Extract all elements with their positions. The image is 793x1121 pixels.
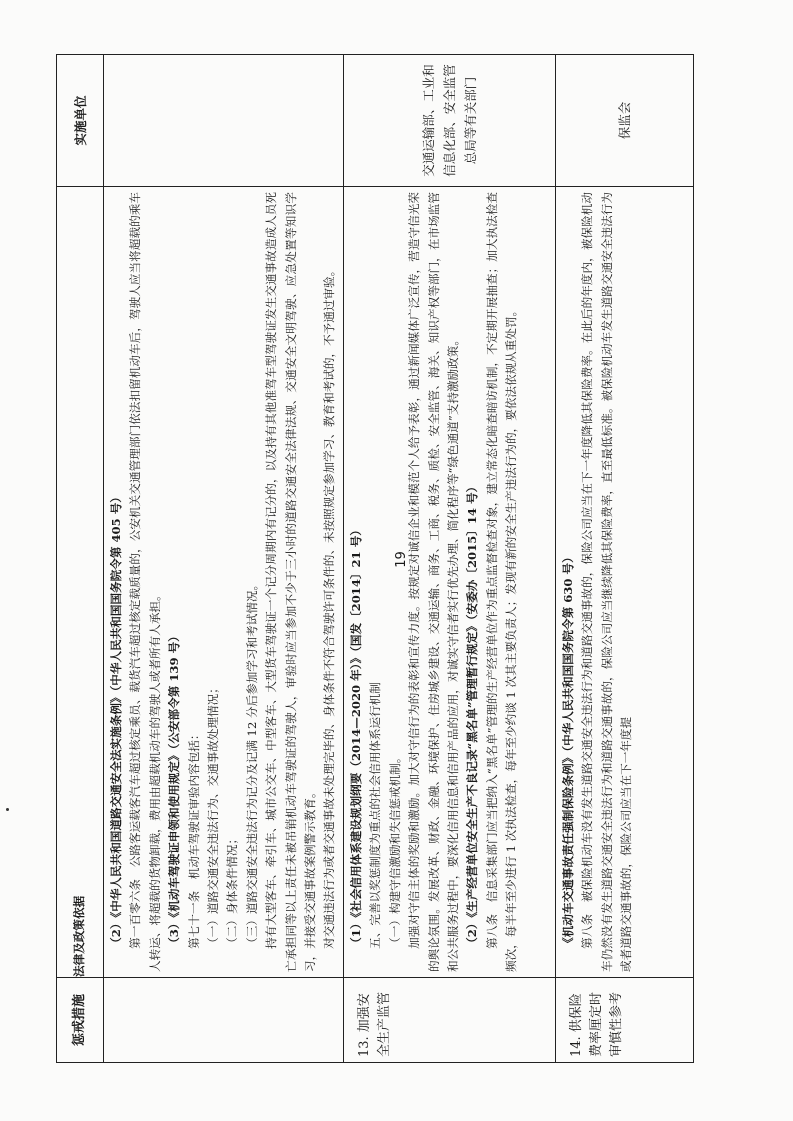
header-measure: 惩戒措施	[57, 978, 104, 1063]
header-unit: 实施单位	[57, 55, 104, 187]
table-header-row	[57, 55, 104, 1063]
basis-paragraph: （二）身体条件情况；	[225, 832, 240, 949]
unit-cell	[104, 55, 344, 187]
measures-table	[56, 54, 694, 1063]
header-basis: 法律及政策依据	[57, 187, 104, 978]
basis-source-title: 《机动车交通事故责任强制保险条例》（中华人民共和国国务院令第 630 号）	[560, 551, 575, 949]
measure-cell	[343, 978, 555, 1063]
measure-label: 13. 加强安全生产监管	[356, 991, 392, 1057]
scan-speck	[6, 808, 9, 811]
basis-source-title: （2）《生产经营单位安全生产不良记录“黑名单”管理暂行规定》（安委办〔2015〕14 号）	[465, 480, 480, 949]
page-number: 19	[393, 551, 409, 568]
basis-cell	[104, 187, 344, 978]
basis-paragraph: （一）道路交通安全违法行为、交通事故处理情况；	[206, 682, 221, 949]
basis-paragraph: 五、完善以奖惩制度为重点的社会信用体系运行机制	[368, 682, 383, 949]
basis-source-title: （3）《机动车驾驶证申领和使用规定》（公安部令第 139 号）	[167, 630, 182, 949]
basis-paragraph: 第八条 信息采集部门应当把纳入“黑名单”管理的生产经营单位作为重点监督检查对象，建立常态化暗查暗访机制，不定期开展抽查；加大执法检查频次，每半年至少进行 1 次执法检查，每年至少约谈 1 次其主要负责人；发现有新的安全生产违法行为的，要依法依规从重处罚。	[484, 192, 519, 972]
basis-paragraph: 第八条 被保险机动车没有发生道路交通安全违法行为和道路交通事故的，保险公司应当在下一年度降低其保险费率。在此后的年度内，被保险机动车仍然没有发生道路交通安全违法行为和道路交通事故的，保险公司应当继续降低其保险费率，直至最低标准。被保险机动车发生道路交通安全违法行为或者道路交通事故的，保险公司应当在下一年度提	[580, 192, 634, 972]
table-row	[343, 55, 555, 1063]
basis-paragraph: 第七十一条 机动车驾驶证审验内容包括：	[186, 728, 201, 949]
basis-source-title: （1）《社会信用体系建设规划纲要（2014—2020 年）》（国发〔2014〕21 号）	[348, 524, 363, 949]
basis-cell	[555, 187, 693, 978]
basis-paragraph: （一）构建守信激励和失信惩戒机制。	[387, 751, 402, 949]
rotated-table-wrapper	[56, 58, 680, 1063]
measure-label: 14. 供保险费率厘定时审慎性参考	[568, 991, 624, 1057]
unit-cell	[343, 55, 555, 187]
table-row	[104, 55, 344, 1063]
table-body	[104, 55, 694, 1063]
basis-paragraph: 加强对守信主体的奖励和激励。加大对守信行为的表彰和宣传力度。按规定对诚信企业和模范个人给予表彰，通过新闻媒体广泛宣传，营造守信光荣的舆论氛围。发展改革、财政、金融、环境保护、住房城乡建设、交通运输、商务、工商、税务、质检、安全监管、海关、知识产权等部门，在市场监管和公共服务过程中，要深化信用信息和信用产品的应用，对诚实守信者实行优先办理、简化程序等“绿色通道”支持激励政策。	[407, 192, 460, 972]
unit-label: 保监会	[616, 101, 632, 140]
table-row	[555, 55, 693, 1063]
unit-label: 交通运输部、工业和信息化部、安全监管总局等有关部门	[420, 64, 478, 177]
basis-paragraph: 对交通违法行为或者交通事故未处理完毕的、身体条件不符合驾驶许可条件的、未按照规定参加学习、教育和考试的，不予通过审验。	[322, 264, 337, 949]
basis-paragraph: 第一百零六条 公路客运载客汽车超过核定乘员、载货汽车超过核定载质量的，公安机关交通管理部门依法扣留机动车后，驾驶人应当将超载的乘车人转运、将超载的货物卸载，费用由超载机动车的驾驶人或者所有人承担。	[128, 192, 162, 972]
basis-source-title: （2）《中华人民共和国道路交通安全法实施条例》（中华人民共和国国务院令第 405 号）	[109, 491, 123, 949]
measure-cell	[104, 978, 344, 1063]
unit-cell	[555, 55, 693, 187]
measure-cell	[555, 978, 693, 1063]
basis-paragraph: （三）道路交通安全违法行为记分及记满 12 分后参加学习和考试情况。	[244, 578, 259, 949]
basis-cell	[343, 187, 555, 978]
basis-paragraph: 持有大型客车、牵引车、城市公交车、中型客车、大型货车驾驶证一个记分周期内有记分的，以及持有其他准驾车型驾驶证发生交通事故造成人员死亡承担同等以上责任未被吊销机动车驾驶证的驾驶人，审验时应当参加不少于三小时的道路交通安全法律法规、交通安全文明驾驶、应急处置等知识学习，并接受交通事故案例警示教育。	[264, 192, 318, 972]
